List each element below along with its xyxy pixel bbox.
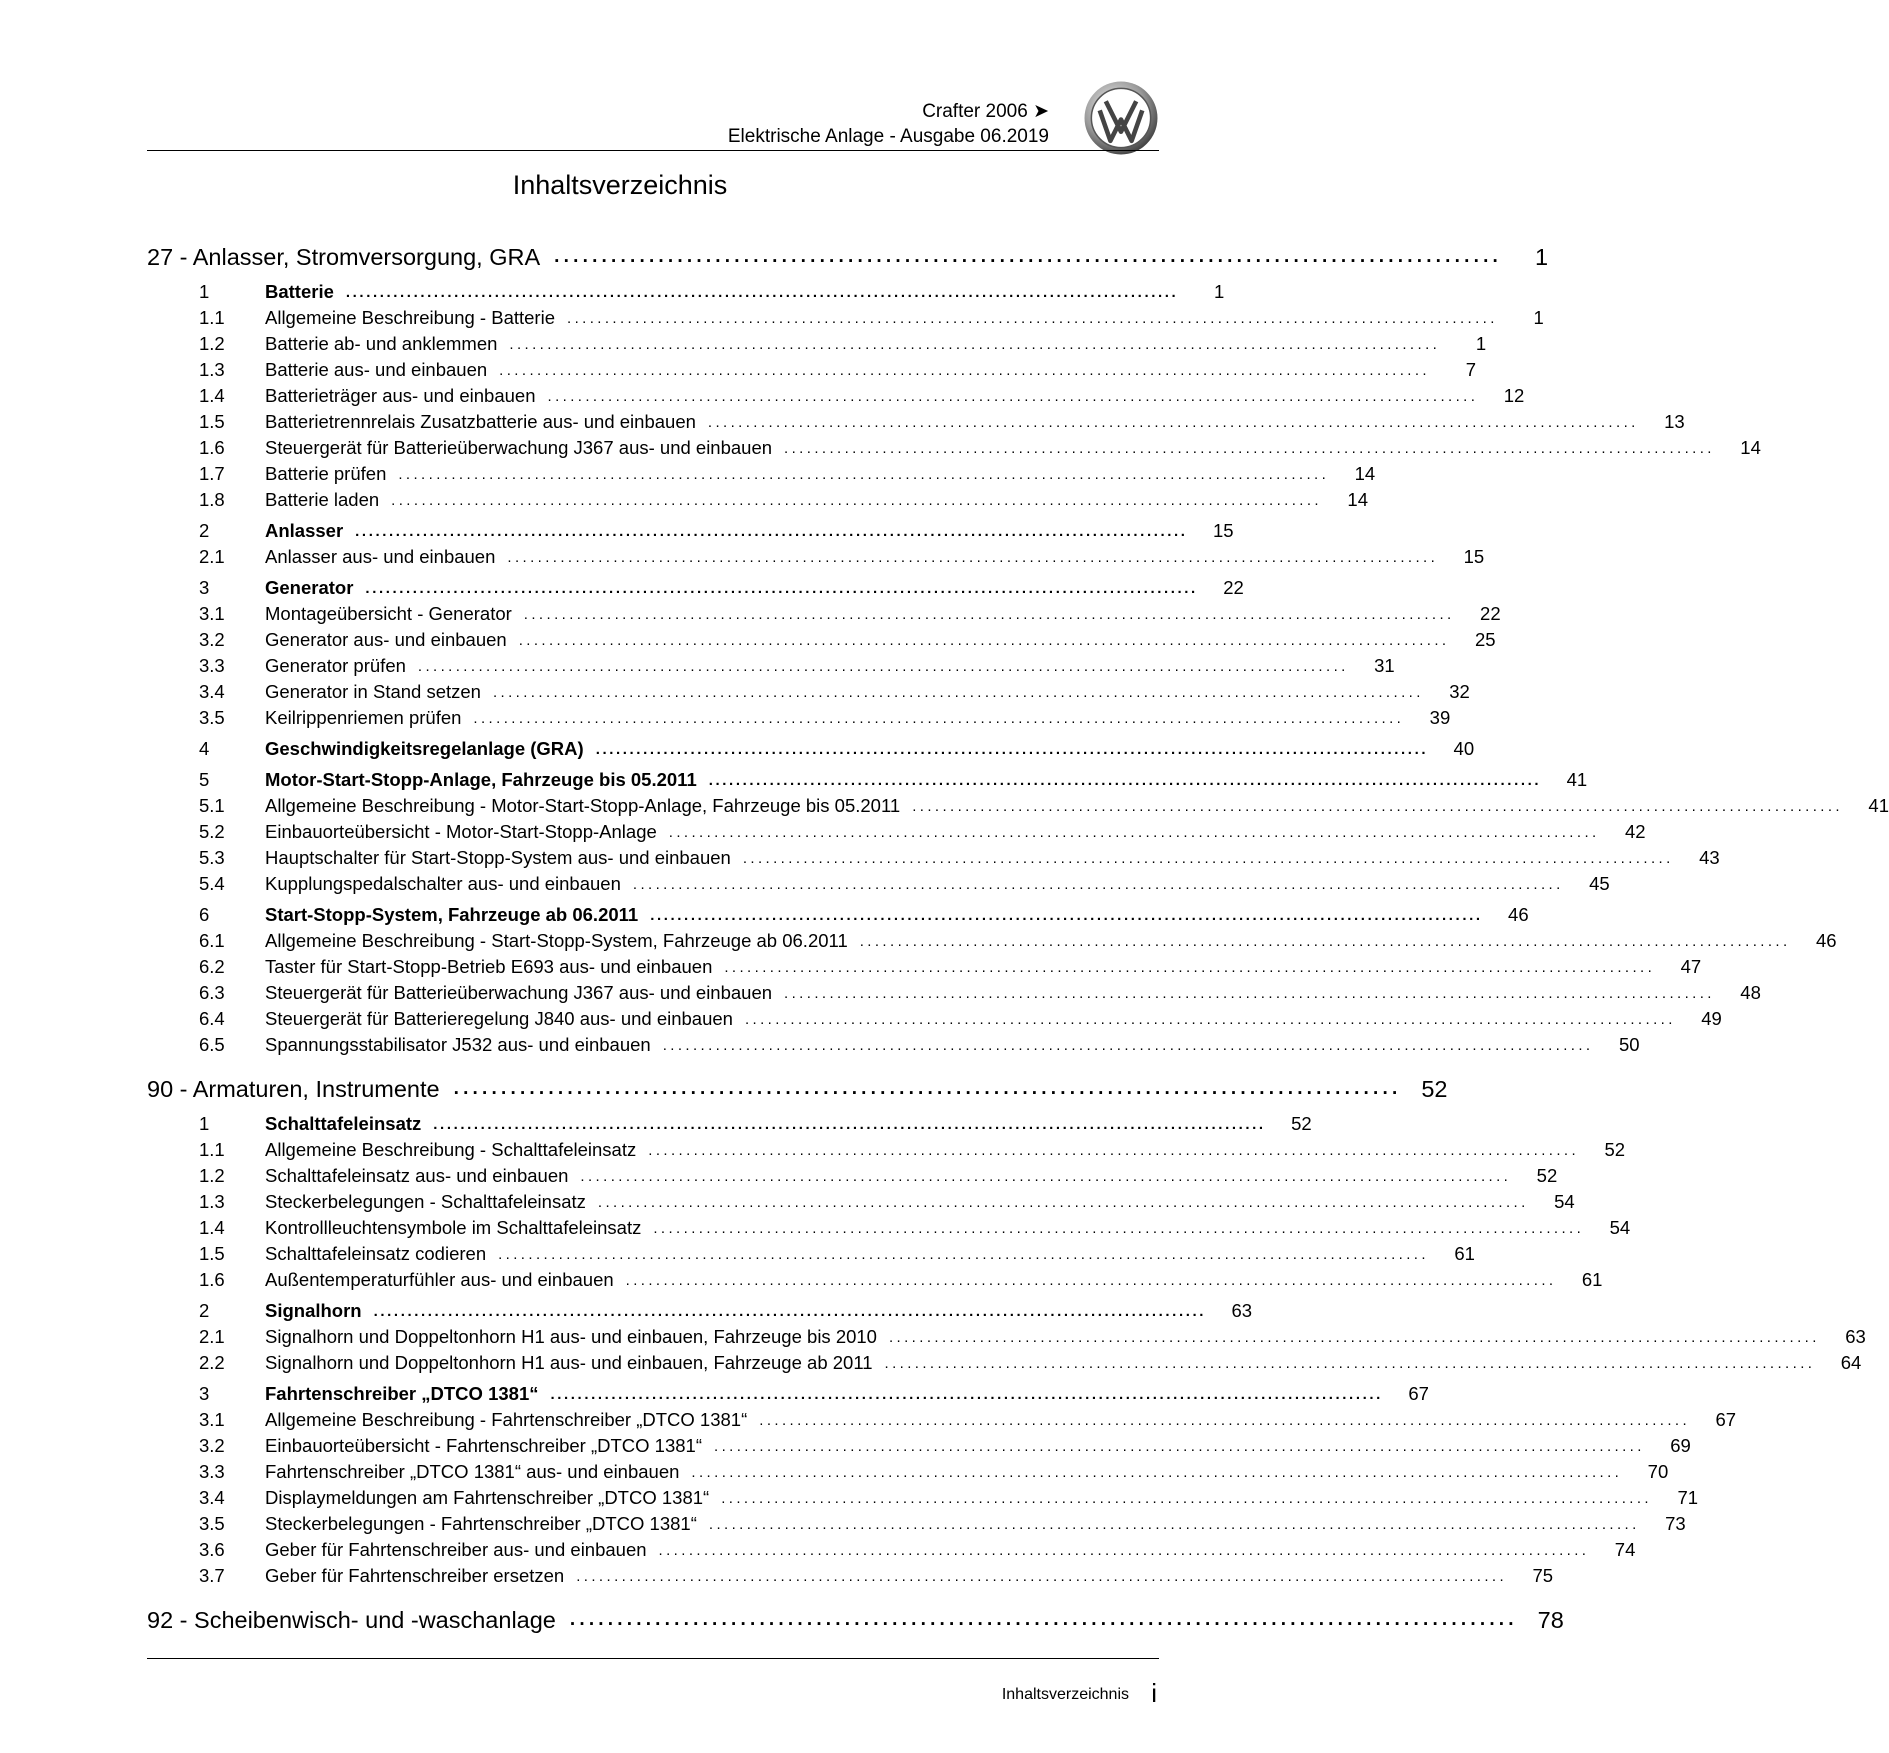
dot-leader: ........................................................................................................................... (884, 1354, 1816, 1372)
chapter-title: 90 - Armaturen, Instrumente (147, 1075, 440, 1102)
dot-leader: ........................................................................................................................... (744, 1010, 1676, 1028)
entry-page: 52 (1604, 1139, 1626, 1160)
dot-leader: ........................................................................................................................... (507, 548, 1439, 566)
entry-page: 70 (1647, 1461, 1669, 1482)
entry-page: 61 (1581, 1269, 1603, 1290)
dot-leader: .................................................................................................... (453, 1078, 1402, 1099)
toc-entry[interactable] (147, 845, 1720, 871)
dot-leader: ........................................................................................................................... (658, 1541, 1590, 1559)
section-title: Signalhorn (265, 1300, 362, 1321)
entry-title: Steuergerät für Batterieüberwachung J367 aus- und einbauen (265, 437, 773, 458)
entry-number: 6.1 (199, 930, 225, 951)
dot-leader: ........................................................................................................................... (708, 771, 1542, 789)
entry-number: 3.2 (199, 629, 225, 650)
entry-number: 3.1 (199, 603, 225, 624)
toc-entry[interactable] (147, 1459, 1669, 1485)
entry-page: 46 (1815, 930, 1837, 951)
toc-chapter-27[interactable] (147, 240, 1549, 274)
entry-title: Signalhorn und Doppeltonhorn H1 aus- und einbauen, Fahrzeuge bis 2010 (265, 1326, 877, 1347)
entry-title: Batterietrennrelais Zusatzbatterie aus- und einbauen (265, 411, 696, 432)
toc-section[interactable] (147, 1111, 1312, 1137)
toc-section[interactable] (147, 279, 1225, 305)
toc-entry[interactable] (147, 601, 1501, 627)
dot-leader: ........................................................................................................................... (499, 361, 1430, 379)
toc-entry[interactable] (147, 954, 1702, 980)
entry-number: 2.2 (199, 1352, 225, 1373)
entry-page: 50 (1618, 1034, 1640, 1055)
dot-leader: ........................................................................................................................... (724, 958, 1656, 976)
entry-page: 43 (1699, 847, 1720, 868)
toc-entry[interactable] (147, 1032, 1640, 1058)
entry-title: Taster für Start-Stopp-Betrieb E693 aus- und einbauen (265, 956, 713, 977)
entry-number: 1.8 (199, 489, 225, 510)
dot-leader: ........................................................................................................................... (595, 740, 1429, 758)
entry-title: Geber für Fahrtenschreiber aus- und einbauen (265, 1539, 647, 1560)
entry-page: 48 (1740, 982, 1761, 1003)
entry-page: 13 (1664, 411, 1685, 432)
dot-leader: ........................................................................................................................... (721, 1489, 1653, 1507)
section-number: 5 (199, 769, 210, 790)
section-number: 2 (199, 1300, 210, 1321)
header-subtitle: Elektrische Anlage - Ausgabe 06.2019 (727, 126, 1049, 147)
section-title: Motor-Start-Stopp-Anlage, Fahrzeuge bis 05.2011 (265, 769, 697, 790)
chapter-title: 92 - Scheibenwisch- und -waschanlage (147, 1606, 556, 1633)
section-page: 52 (1291, 1113, 1312, 1134)
entry-number: 1.4 (199, 1217, 225, 1238)
chapter-page: 1 (1534, 243, 1549, 270)
entry-title: Außentemperaturfühler aus- und einbauen (265, 1269, 614, 1290)
table-of-contents (147, 240, 1889, 1637)
entry-title: Steckerbelegungen - Fahrtenschreiber „DTCO 1381“ (265, 1513, 697, 1534)
entry-title: Signalhorn und Doppeltonhorn H1 aus- und einbauen, Fahrzeuge ab 2011 (265, 1352, 873, 1373)
entry-page: 47 (1680, 956, 1702, 977)
dot-leader: .................................................................................................... (554, 246, 1503, 267)
vw-logo-icon (1083, 80, 1159, 156)
entry-number: 3.4 (199, 1487, 225, 1508)
entry-title: Generator prüfen (265, 655, 406, 676)
dot-leader: ........................................................................................................................... (373, 1302, 1207, 1320)
entry-title: Kupplungspedalschalter aus- und einbauen (265, 873, 621, 894)
section-number: 3 (199, 1383, 210, 1404)
toc-section[interactable] (147, 518, 1234, 544)
entry-title: Generator in Stand setzen (265, 681, 481, 702)
dot-leader: ........................................................................................................................... (859, 932, 1791, 950)
dot-leader: ........................................................................................................................... (417, 657, 1349, 675)
dot-leader: ........................................................................................................................... (473, 709, 1405, 727)
toc-entry[interactable] (147, 1189, 1575, 1215)
dot-leader: ........................................................................................................................... (625, 1271, 1557, 1289)
toc-entry[interactable] (147, 819, 1646, 845)
entry-number: 6.3 (199, 982, 225, 1003)
entry-title: Displaymeldungen am Fahrtenschreiber „DTCO 1381“ (265, 1487, 710, 1508)
page-footer (147, 1658, 1159, 1718)
dot-leader: ........................................................................................................................... (691, 1463, 1623, 1481)
entry-page: 7 (1465, 359, 1476, 380)
toc-entry[interactable] (147, 1563, 1554, 1589)
dot-leader: ........................................................................................................................... (650, 906, 1483, 924)
toc-entry[interactable] (147, 928, 1837, 954)
entry-page: 41 (1868, 795, 1889, 816)
entry-number: 1.2 (199, 333, 225, 354)
toc-entry[interactable] (147, 793, 1889, 819)
dot-leader: ........................................................................................................................... (648, 1141, 1580, 1159)
section-title: Batterie (265, 281, 334, 302)
entry-number: 2.1 (199, 1326, 225, 1347)
entry-title: Batterie laden (265, 489, 380, 510)
entry-number: 1.1 (199, 307, 225, 328)
dot-leader: ........................................................................................................................... (784, 984, 1715, 1002)
entry-title: Batterie prüfen (265, 463, 387, 484)
entry-number: 6.5 (199, 1034, 225, 1055)
toc-chapter-90[interactable] (147, 1072, 1448, 1106)
footer-page-number: i (1151, 1678, 1157, 1708)
dot-leader: ........................................................................................................................... (365, 579, 1198, 597)
dot-leader: ........................................................................................................................... (580, 1167, 1512, 1185)
entry-page: 14 (1740, 437, 1761, 458)
toc-section[interactable] (147, 1298, 1253, 1324)
entry-number: 1.3 (199, 1191, 225, 1212)
entry-number: 2.1 (199, 546, 225, 567)
toc-entry[interactable] (147, 1163, 1558, 1189)
toc-entry[interactable] (147, 1215, 1631, 1241)
section-number: 3 (199, 577, 210, 598)
entry-page: 1 (1475, 333, 1487, 354)
footer-rule (147, 1658, 1159, 1659)
entry-page: 52 (1536, 1165, 1558, 1186)
entry-number: 5.4 (199, 873, 225, 894)
entry-page: 15 (1463, 546, 1485, 567)
entry-page: 22 (1480, 603, 1501, 624)
toc-entry[interactable] (147, 305, 1544, 331)
dot-leader: ........................................................................................................................... (433, 1115, 1266, 1133)
toc-entry[interactable] (147, 409, 1685, 435)
dot-leader: ........................................................................................................................... (509, 335, 1441, 353)
entry-number: 6.4 (199, 1008, 225, 1029)
section-page: 40 (1453, 738, 1475, 759)
section-number: 2 (199, 520, 210, 541)
entry-title: Steckerbelegungen - Schalttafeleinsatz (265, 1191, 586, 1212)
section-title: Schalttafeleinsatz (265, 1113, 422, 1134)
section-page: 46 (1508, 904, 1529, 925)
entry-title: Generator aus- und einbauen (265, 629, 507, 650)
entry-number: 3.7 (199, 1565, 225, 1586)
entry-number: 1.5 (199, 1243, 225, 1264)
entry-page: 32 (1449, 681, 1470, 702)
toc-section[interactable] (147, 1381, 1429, 1407)
entry-number: 5.2 (199, 821, 225, 842)
entry-number: 1.6 (199, 437, 225, 458)
toc-entry[interactable] (147, 1537, 1636, 1563)
dot-leader: ........................................................................................................................... (345, 283, 1179, 301)
entry-number: 1.2 (199, 1165, 225, 1186)
entry-number: 3.6 (199, 1539, 225, 1560)
toc-entry[interactable] (147, 1241, 1475, 1267)
entry-number: 1.6 (199, 1269, 225, 1290)
entry-number: 3.2 (199, 1435, 225, 1456)
toc-entry[interactable] (147, 1511, 1686, 1537)
toc-entry[interactable] (147, 544, 1485, 570)
entry-title: Steuergerät für Batterieüberwachung J367 aus- und einbauen (265, 982, 773, 1003)
entry-page: 31 (1374, 655, 1395, 676)
dot-leader: ........................................................................................................................... (498, 1245, 1429, 1263)
entry-title: Fahrtenschreiber „DTCO 1381“ aus- und einbauen (265, 1461, 680, 1482)
toc-entry[interactable] (147, 1350, 1862, 1376)
footer-label: Inhaltsverzeichnis (1001, 1686, 1129, 1703)
entry-number: 1.1 (199, 1139, 225, 1160)
dot-leader: ........................................................................................................................... (391, 491, 1322, 509)
dot-leader: ........................................................................................................................... (668, 823, 1600, 841)
entry-title: Geber für Fahrtenschreiber ersetzen (265, 1565, 565, 1586)
toc-entry[interactable] (147, 435, 1761, 461)
entry-title: Montageübersicht - Generator (265, 603, 512, 624)
entry-title: Hauptschalter für Start-Stopp-System aus- und einbauen (265, 847, 731, 868)
dot-leader: ........................................................................................................................... (653, 1219, 1585, 1237)
entry-title: Spannungsstabilisator J532 aus- und einbauen (265, 1034, 651, 1055)
entry-page: 1 (1533, 307, 1544, 328)
dot-leader: ........................................................................................................................... (714, 1437, 1645, 1455)
entry-title: Anlasser aus- und einbauen (265, 546, 496, 567)
entry-page: 61 (1454, 1243, 1475, 1264)
toc-chapter-92[interactable] (147, 1603, 1564, 1637)
entry-page: 69 (1670, 1435, 1691, 1456)
dot-leader: ........................................................................................................................... (576, 1567, 1508, 1585)
entry-page: 74 (1614, 1539, 1636, 1560)
toc-entry[interactable] (147, 705, 1451, 731)
toc-entry[interactable] (147, 1267, 1603, 1293)
toc-entry[interactable] (147, 1006, 1722, 1032)
entry-title: Schalttafeleinsatz codieren (265, 1243, 487, 1264)
entry-page: 67 (1715, 1409, 1737, 1430)
entry-number: 1.3 (199, 359, 225, 380)
dot-leader: ........................................................................................................................... (784, 439, 1715, 457)
entry-page: 45 (1589, 873, 1610, 894)
entry-page: 54 (1609, 1217, 1631, 1238)
entry-number: 3.5 (199, 1513, 225, 1534)
entry-number: 1.7 (199, 463, 225, 484)
dot-leader: ........................................................................................................................... (912, 797, 1843, 815)
entry-title: Allgemeine Beschreibung - Motor-Start-Stopp-Anlage, Fahrzeuge bis 05.2011 (265, 795, 901, 816)
section-title: Anlasser (265, 520, 344, 541)
chapter-page: 52 (1421, 1075, 1448, 1102)
entry-title: Steuergerät für Batterieregelung J840 aus- und einbauen (265, 1008, 733, 1029)
toc-entry[interactable] (147, 487, 1368, 513)
toc-section[interactable] (147, 767, 1588, 793)
entry-number: 3.3 (199, 1461, 225, 1482)
toc-section[interactable] (147, 736, 1475, 762)
entry-page: 73 (1665, 1513, 1686, 1534)
section-number: 6 (199, 904, 210, 925)
entry-number: 5.1 (199, 795, 225, 816)
dot-leader: ........................................................................................................................... (523, 605, 1455, 623)
entry-title: Allgemeine Beschreibung - Batterie (265, 307, 555, 328)
page-header (147, 80, 1159, 150)
toc-entry[interactable] (147, 1324, 1866, 1350)
section-number: 4 (199, 738, 210, 759)
section-page: 41 (1566, 769, 1588, 790)
dot-leader: ........................................................................................................................... (707, 413, 1639, 431)
section-page: 22 (1223, 577, 1244, 598)
dot-leader: .................................................................................................... (569, 1609, 1518, 1630)
entry-page: 39 (1429, 707, 1451, 728)
header-rule (147, 150, 1159, 151)
section-number: 1 (199, 1113, 210, 1134)
dot-leader: ........................................................................................................................... (567, 309, 1498, 327)
entry-page: 49 (1701, 1008, 1722, 1029)
dot-leader: ........................................................................................................................... (355, 522, 1188, 540)
section-page: 63 (1231, 1300, 1253, 1321)
dot-leader: ........................................................................................................................... (888, 1328, 1820, 1346)
dot-leader: ........................................................................................................................... (547, 387, 1479, 405)
toc-entry[interactable] (147, 1407, 1737, 1433)
dot-leader: ........................................................................................................................... (759, 1411, 1691, 1429)
entry-page: 64 (1840, 1352, 1862, 1373)
chapter-page: 78 (1537, 1606, 1564, 1633)
entry-title: Allgemeine Beschreibung - Schalttafeleinsatz (265, 1139, 637, 1160)
toc-entry[interactable] (147, 357, 1476, 383)
section-page: 15 (1212, 520, 1234, 541)
entry-number: 3.3 (199, 655, 225, 676)
toc-entry[interactable] (147, 1485, 1699, 1511)
header-model: Crafter 2006 ➤ (922, 101, 1049, 122)
section-title: Geschwindigkeitsregelanlage (GRA) (265, 738, 584, 759)
dot-leader: ........................................................................................................................... (398, 465, 1330, 483)
entry-page: 63 (1845, 1326, 1866, 1347)
entry-number: 3.1 (199, 1409, 225, 1430)
entry-page: 75 (1532, 1565, 1554, 1586)
section-title: Start-Stopp-System, Fahrzeuge ab 06.2011 (265, 904, 639, 925)
toc-entry[interactable] (147, 980, 1761, 1006)
entry-number: 3.4 (199, 681, 225, 702)
entry-page: 14 (1347, 489, 1368, 510)
dot-leader: ........................................................................................................................... (492, 683, 1424, 701)
entry-title: Allgemeine Beschreibung - Start-Stopp-System, Fahrzeuge ab 06.2011 (265, 930, 848, 951)
entry-title: Batterie ab- und anklemmen (265, 333, 498, 354)
toc-entry[interactable] (147, 679, 1470, 705)
entry-page: 12 (1503, 385, 1525, 406)
entry-number: 6.2 (199, 956, 225, 977)
toc-entry[interactable] (147, 653, 1395, 679)
entry-title: Einbauorteübersicht - Fahrtenschreiber „DTCO 1381“ (265, 1435, 702, 1456)
dot-leader: ........................................................................................................................... (662, 1036, 1594, 1054)
toc-entry[interactable] (147, 461, 1376, 487)
dot-leader: ........................................................................................................................... (632, 875, 1564, 893)
toc-entry[interactable] (147, 1433, 1691, 1459)
toc-entry[interactable] (147, 1137, 1626, 1163)
entry-title: Kontrollleuchtensymbole im Schalttafeleinsatz (265, 1217, 642, 1238)
toc-entry[interactable] (147, 627, 1496, 653)
page-title: Inhaltsverzeichnis (512, 170, 728, 200)
toc-entry[interactable] (147, 383, 1525, 409)
toc-section[interactable] (147, 575, 1244, 601)
section-number: 1 (199, 281, 210, 302)
section-title: Fahrtenschreiber „DTCO 1381“ (265, 1383, 539, 1404)
dot-leader: ........................................................................................................................... (518, 631, 1450, 649)
entry-page: 71 (1677, 1487, 1699, 1508)
dot-leader: ........................................................................................................................... (597, 1193, 1529, 1211)
entry-number: 1.4 (199, 385, 225, 406)
entry-page: 42 (1625, 821, 1646, 842)
entry-title: Allgemeine Beschreibung - Fahrtenschreiber „DTCO 1381“ (265, 1409, 748, 1430)
entry-page: 14 (1354, 463, 1376, 484)
entry-page: 25 (1474, 629, 1496, 650)
entry-title: Batterieträger aus- und einbauen (265, 385, 536, 406)
entry-number: 5.3 (199, 847, 225, 868)
entry-title: Batterie aus- und einbauen (265, 359, 488, 380)
entry-title: Einbauorteübersicht - Motor-Start-Stopp-Anlage (265, 821, 657, 842)
toc-section[interactable] (147, 902, 1529, 928)
section-page: 67 (1408, 1383, 1429, 1404)
entry-title: Schalttafeleinsatz aus- und einbauen (265, 1165, 569, 1186)
entry-number: 3.5 (199, 707, 225, 728)
entry-number: 1.5 (199, 411, 225, 432)
chapter-title: 27 - Anlasser, Stromversorgung, GRA (147, 243, 541, 270)
section-title: Generator (265, 577, 354, 598)
toc-entry[interactable] (147, 331, 1487, 357)
entry-page: 54 (1554, 1191, 1575, 1212)
entry-title: Keilrippenriemen prüfen (265, 707, 462, 728)
dot-leader: ........................................................................................................................... (708, 1515, 1640, 1533)
toc-entry[interactable] (147, 871, 1610, 897)
dot-leader: ........................................................................................................................... (742, 849, 1674, 867)
section-page: 1 (1214, 281, 1225, 302)
dot-leader: ........................................................................................................................... (550, 1385, 1383, 1403)
